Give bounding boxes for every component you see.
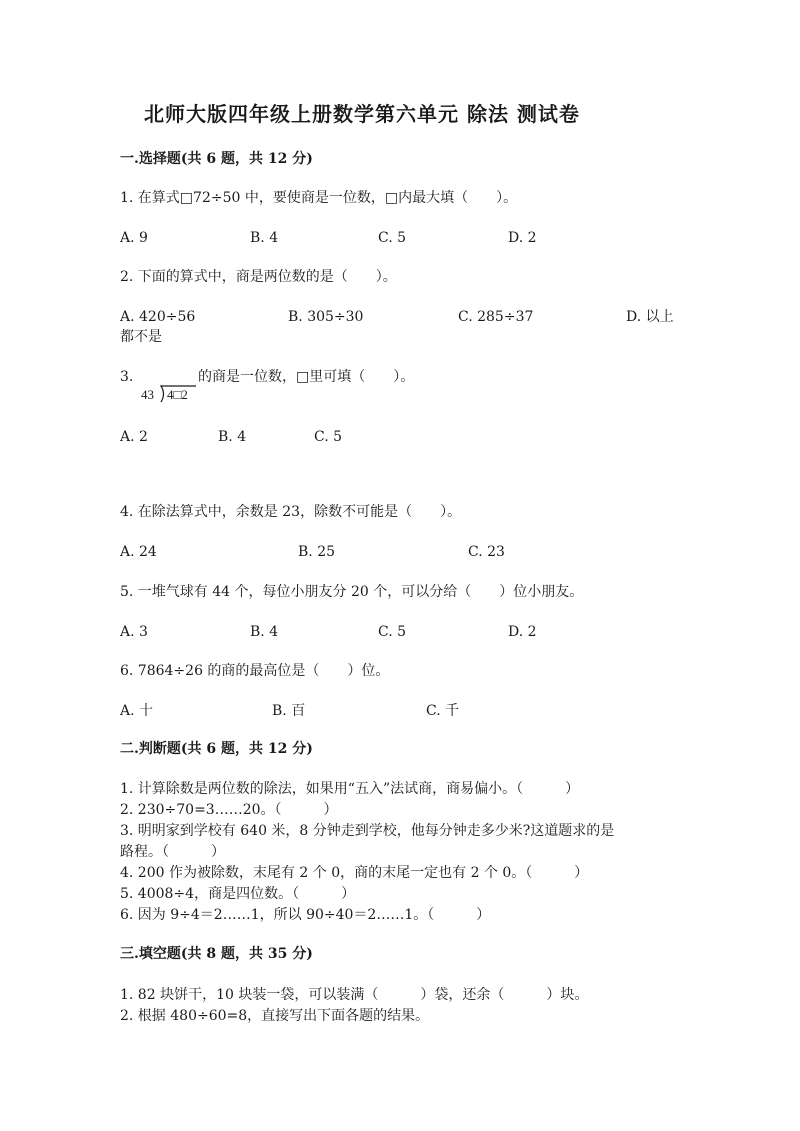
question-number: 3.: [120, 369, 134, 385]
question-stem: 6. 7864÷26 的商的最高位是（ ）位。: [120, 663, 390, 679]
option-b: B. 4: [218, 429, 247, 445]
option-b: B. 百: [272, 703, 306, 719]
option-d: D. 以上: [626, 309, 674, 325]
judgement-line: 路程。（ ）: [120, 844, 225, 860]
option-b: B. 4: [250, 624, 279, 640]
question-stem: 的商是一位数，□里可填（ ）。: [198, 369, 415, 385]
long-division-icon: [140, 382, 198, 406]
option-d-wrap: 都不是: [120, 329, 162, 345]
option-c: C. 5: [314, 429, 343, 445]
option-d: D. 2: [508, 624, 537, 640]
option-a: A. 2: [120, 429, 148, 445]
question-stem: 2. 下面的算式中，商是两位数的是（ ）。: [120, 269, 397, 285]
option-b: B. 25: [298, 544, 336, 560]
judgement-line: 3. 明明家到学校有 640 米，8 分钟走到学校，他每分钟走多少米?这道题求的是: [120, 823, 615, 839]
section-heading-judgement: 二.判断题(共 6 题，共 12 分): [120, 741, 313, 757]
option-d: D. 2: [508, 230, 537, 246]
long-division-figure: [140, 382, 198, 406]
section-heading-fill: 三.填空题(共 8 题，共 35 分): [120, 946, 313, 962]
judgement-line: 2. 230÷70=3……20。（ ）: [120, 802, 338, 818]
option-c: C. 5: [378, 624, 407, 640]
question-stem: 1. 在算式□72÷50 中，要使商是一位数，□内最大填（ ）。: [120, 190, 518, 206]
option-b: B. 4: [250, 230, 279, 246]
option-c: C. 5: [378, 230, 407, 246]
option-b: B. 305÷30: [288, 309, 364, 325]
option-a: A. 十: [120, 703, 154, 719]
option-c: C. 285÷37: [458, 309, 534, 325]
question-stem: 4. 在除法算式中，余数是 23，除数不可能是（ ）。: [120, 504, 462, 520]
judgement-line: 1. 计算除数是两位数的除法，如果用“五入”法试商，商易偏小。（ ）: [120, 781, 580, 797]
option-a: A. 420÷56: [120, 309, 196, 325]
section-heading-choice: 一.选择题(共 6 题，共 12 分): [120, 151, 313, 167]
question-stem: 5. 一堆气球有 44 个，每位小朋友分 20 个，可以分给（ ）位小朋友。: [120, 584, 584, 600]
fill-line: 1. 82 块饼干，10 块装一袋，可以装满（ ）袋，还余（ ）块。: [120, 987, 589, 1003]
divisor-text: 43: [141, 387, 154, 402]
option-a: A. 3: [120, 624, 148, 640]
fill-line: 2. 根据 480÷60=8，直接写出下面各题的结果。: [120, 1008, 430, 1024]
page-title: 北师大版四年级上册数学第六单元 除法 测试卷: [144, 102, 580, 126]
judgement-line: 6. 因为 9÷4＝2……1，所以 90÷40＝2……1。（ ）: [120, 907, 491, 923]
dividend-text: 4□2: [167, 387, 188, 402]
judgement-line: 4. 200 作为被除数，末尾有 2 个 0，商的末尾一定也有 2 个 0。（ ）: [120, 865, 589, 881]
option-a: A. 24: [120, 544, 157, 560]
judgement-line: 5. 4008÷4，商是四位数。（ ）: [120, 886, 356, 902]
option-c: C. 23: [468, 544, 505, 560]
option-a: A. 9: [120, 230, 148, 246]
option-c: C. 千: [426, 703, 460, 719]
